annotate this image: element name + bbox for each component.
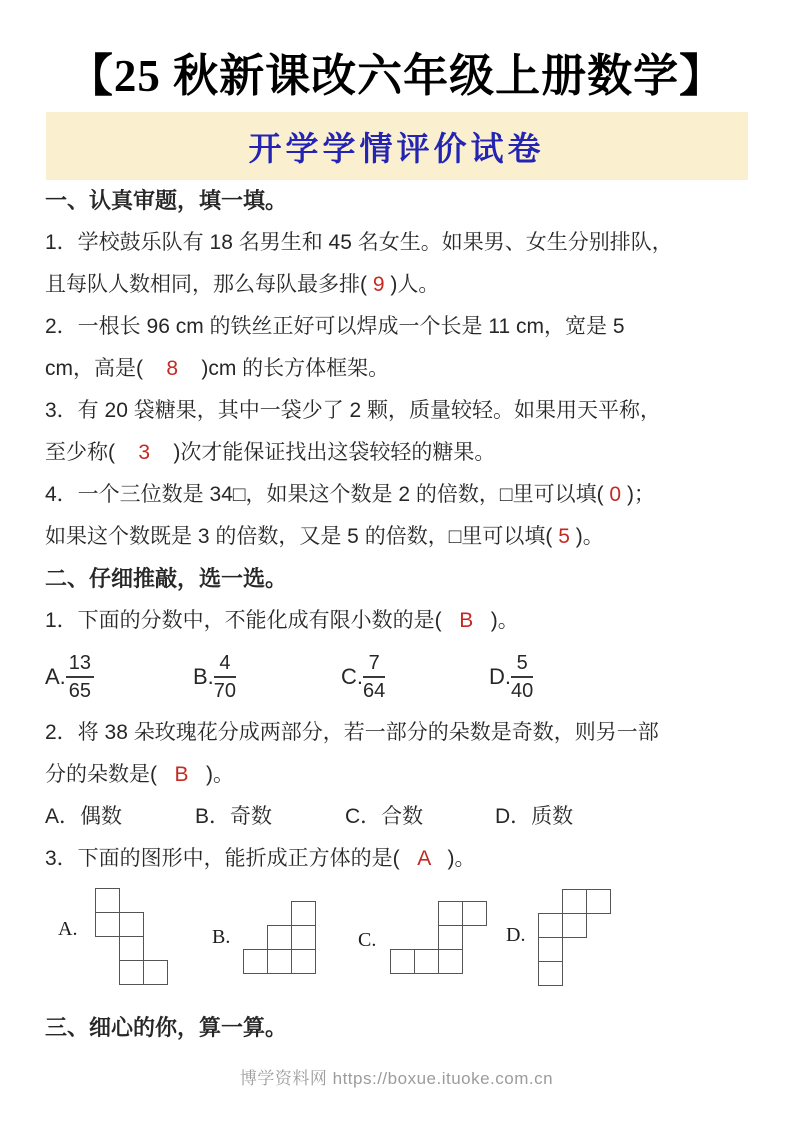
question-text: )。	[569, 525, 604, 548]
answer-value: 5	[558, 525, 570, 548]
question-text: 分的朵数是(	[45, 763, 175, 786]
fraction	[214, 651, 236, 703]
net-cell	[291, 925, 316, 950]
answer-value: 8	[166, 357, 179, 380]
fraction-numerator: 13	[66, 651, 94, 678]
answer-value: 0	[609, 483, 622, 506]
question-text: 3．下面的图形中，能折成正方体的是(	[45, 847, 418, 870]
net-cell	[119, 960, 144, 985]
question-text: 2．将 38 朵玫瑰花分成两部分，若一部分的朵数是奇数，则另一部	[45, 721, 659, 744]
question-text: )人。	[384, 273, 440, 296]
s1-q4-line1	[45, 474, 753, 516]
footer-watermark: 博学资料网 https://boxue.ituoke.com.cn	[239, 1069, 554, 1088]
fraction-options-row	[45, 642, 753, 712]
question-text: )。	[430, 847, 476, 870]
fraction-option-c	[341, 651, 489, 703]
question-text: 3．有 20 袋糖果，其中一袋少了 2 颗，质量较轻。如果用天平称，	[45, 399, 662, 422]
question-text: 如果这个数既是 3 的倍数，又是 5 的倍数，□里可以填(	[45, 525, 559, 548]
s1-q1-line2	[45, 264, 753, 306]
question-text: )。	[473, 609, 519, 632]
s1-q3-line2	[45, 432, 753, 474]
page-title: 【25 秋新课改六年级上册数学】	[67, 51, 726, 101]
net-cell	[291, 949, 316, 974]
fraction	[511, 651, 533, 703]
fraction	[66, 651, 94, 703]
fraction-numerator: 5	[511, 651, 533, 678]
question-text: )。	[188, 763, 235, 786]
s2-q2-line2	[45, 754, 753, 796]
s2-q1-line1	[45, 600, 753, 642]
net-cell	[119, 912, 144, 937]
option-label: A.	[45, 664, 66, 689]
net-cell	[438, 925, 463, 950]
answer-value: B	[459, 609, 474, 632]
s2-q3-line1	[45, 838, 753, 880]
fraction	[363, 651, 385, 703]
net-label-c: C.	[358, 929, 377, 951]
answer-value: A	[417, 847, 431, 870]
fraction-numerator: 4	[214, 651, 236, 678]
option-label: B.	[193, 664, 214, 689]
question-text: 1．下面的分数中，不能化成有限小数的是(	[45, 609, 460, 632]
fraction-denominator: 65	[68, 680, 92, 702]
text-options-row	[45, 796, 753, 838]
net-cell	[95, 888, 120, 913]
section3-heading: 三、细心的你，算一算。	[45, 1015, 288, 1040]
fraction-denominator: 70	[213, 680, 237, 702]
question-text: 且每队人数相同，那么每队最多排(	[45, 273, 373, 296]
fraction-denominator: 40	[511, 680, 534, 702]
net-cell	[267, 949, 292, 974]
question-text: 至少称(	[45, 441, 139, 464]
exam-content	[0, 180, 793, 1049]
net-cell	[243, 949, 268, 974]
question-text: 4．一个三位数是 34□，如果这个数是 2 的倍数，□里可以填(	[45, 483, 610, 506]
net-cell	[538, 961, 563, 986]
s2-q2-line1	[45, 712, 753, 754]
fraction-option-a	[45, 651, 193, 703]
net-label-b: B.	[212, 926, 231, 948]
section1-heading: 一、认真审题，填一填。	[45, 188, 288, 213]
net-cell	[586, 889, 611, 914]
section2-heading: 二、仔细推敲，选一选。	[45, 566, 288, 591]
answer-value: 3	[138, 441, 151, 464]
cube-nets-row	[45, 886, 753, 1001]
answer-value: 9	[372, 273, 385, 296]
question-text: 2．一根长 96 cm 的铁丝正好可以焊成一个长是 11 cm，宽是 5	[45, 315, 625, 338]
question-text: )次才能保证找出这袋较轻的糖果。	[150, 441, 496, 464]
fraction-denominator: 64	[363, 680, 386, 702]
net-cell	[562, 913, 587, 938]
question-text: )；	[621, 483, 655, 506]
question-text: )cm 的长方体框架。	[178, 357, 390, 380]
net-cell	[267, 925, 292, 950]
s1-q2-line2	[45, 348, 753, 390]
question-text: cm，高是(	[45, 357, 167, 380]
s1-q3-line1	[45, 390, 753, 432]
net-cell	[562, 889, 587, 914]
s1-q1-line1	[45, 222, 753, 264]
net-cell	[95, 912, 120, 937]
net-cell	[538, 937, 563, 962]
fraction-option-d	[489, 651, 637, 703]
option-a: A．偶数	[45, 805, 123, 828]
s1-q4-line2	[45, 516, 753, 558]
question-text: 1．学校鼓乐队有 18 名男生和 45 名女生。如果男、女生分别排队，	[45, 231, 673, 254]
net-cell	[143, 960, 168, 985]
s1-q2-line1	[45, 306, 753, 348]
net-cell	[438, 901, 463, 926]
fraction-option-b	[193, 651, 341, 703]
subtitle-banner	[46, 112, 748, 180]
net-cell	[390, 949, 415, 974]
option-label: D.	[489, 664, 511, 689]
exam-subtitle: 开学学情评价试卷	[248, 131, 545, 168]
net-cell	[291, 901, 316, 926]
net-label-a: A.	[58, 918, 78, 940]
net-cell	[538, 913, 563, 938]
option-b: B．奇数	[195, 805, 273, 828]
net-cell	[438, 949, 463, 974]
net-cell	[119, 936, 144, 961]
option-label: C.	[341, 664, 363, 689]
fraction-numerator: 7	[363, 651, 385, 678]
net-label-d: D.	[506, 924, 526, 946]
net-cell	[414, 949, 439, 974]
net-cell	[462, 901, 487, 926]
option-d: D．质数	[495, 805, 574, 828]
answer-value: B	[174, 763, 189, 786]
option-c: C．合数	[345, 805, 424, 828]
